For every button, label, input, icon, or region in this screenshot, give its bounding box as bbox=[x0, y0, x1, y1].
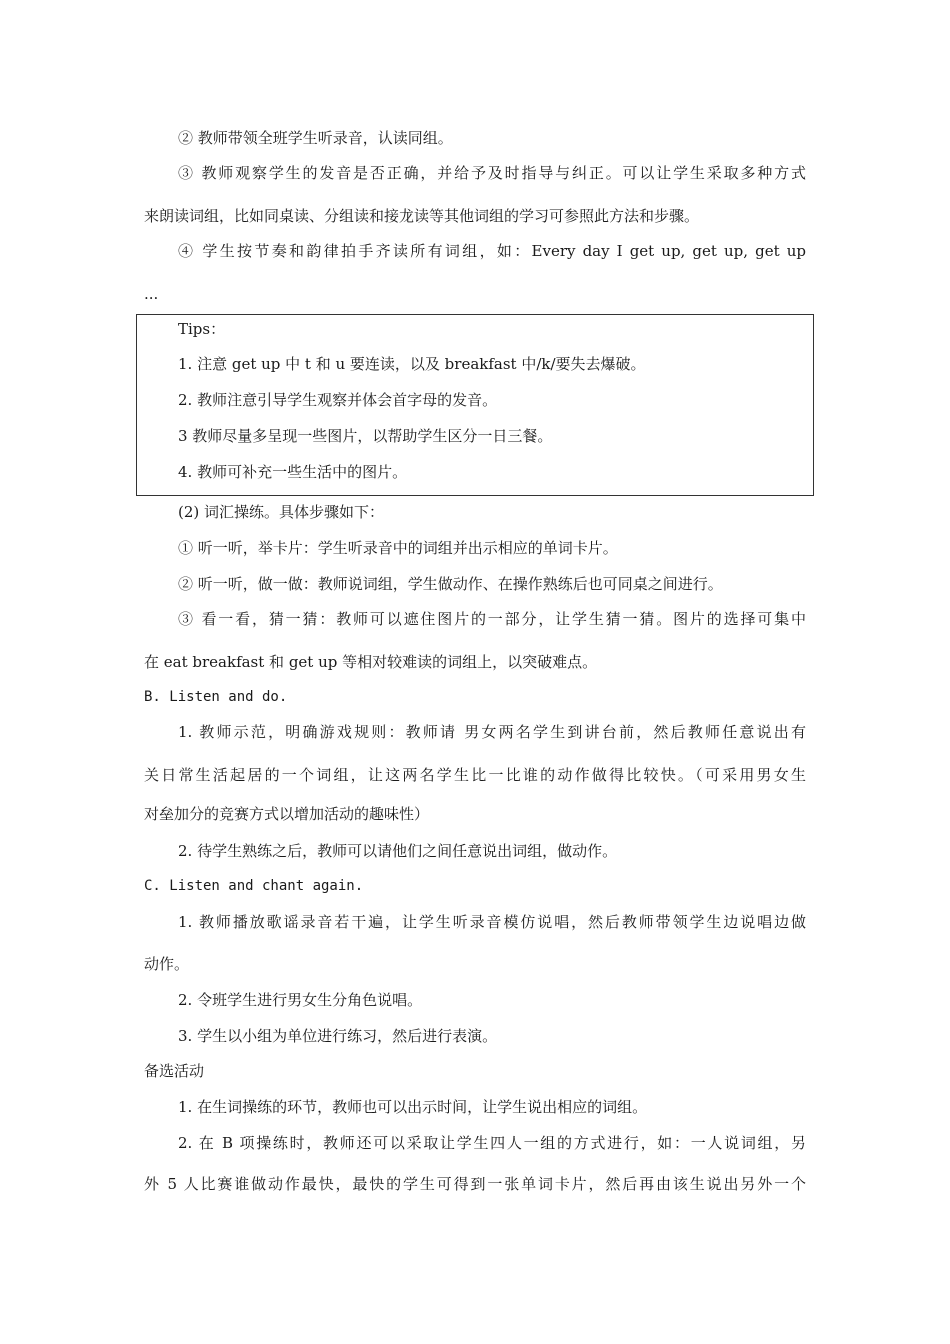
vocab-step-3-line2: 在 eat breakfast 和 get up 等相对较难读的词组上，以突破难点。 bbox=[144, 653, 598, 671]
section-b-heading: B. Listen and do. bbox=[144, 689, 288, 705]
tips-item: 3 教师尽量多呈现一些图片，以帮助学生区分一日三餐。 bbox=[178, 427, 553, 445]
section-b-step-1-line1: 1. 教师示范，明确游戏规则：教师请 男女两名学生到讲台前，然后教师任意说出有 bbox=[178, 723, 806, 741]
tips-item: 2. 教师注意引导学生观察并体会首字母的发音。 bbox=[178, 391, 498, 409]
step-3-text-line2: 来朗读词组，比如同桌读、分组读和接龙读等其他词组的学习可参照此方法和步骤。 bbox=[144, 207, 700, 225]
tips-title: Tips： bbox=[178, 320, 226, 338]
step-3-text-line1: ③ 教师观察学生的发音是否正确，并给予及时指导与纠正。可以让学生采取多种方式 bbox=[178, 164, 806, 182]
vocab-step-3-line1: ③ 看一看，猜一猜：教师可以遮住图片的一部分，让学生猜一猜。图片的选择可集中 bbox=[178, 610, 806, 628]
step-4-text-line1: ④ 学生按节奏和韵律拍手齐读所有词组，如：Every day I get up, get up, get up bbox=[178, 242, 806, 260]
tips-item: 4. 教师可补充一些生活中的图片。 bbox=[178, 463, 408, 481]
step-4-text-line2: ... bbox=[144, 285, 159, 303]
section-c-heading: C. Listen and chant again. bbox=[144, 878, 364, 894]
section-b-step-2: 2. 待学生熟练之后，教师可以请他们之间任意说出词组，做动作。 bbox=[178, 842, 618, 860]
tips-item: 1. 注意 get up 中 t 和 u 要连读，以及 breakfast 中/k/要失去爆破。 bbox=[178, 355, 646, 373]
step-2-text: ② 教师带领全班学生听录音，认读同组。 bbox=[178, 129, 453, 147]
section-b-step-1-line3: 对垒加分的竞赛方式以增加活动的趣味性） bbox=[144, 805, 430, 823]
section-c-step-2: 2. 令班学生进行男女生分角色说唱。 bbox=[178, 991, 423, 1009]
section-c-step-1-line2: 动作。 bbox=[144, 955, 190, 973]
vocab-practice-heading: (2) 词汇操练。具体步骤如下： bbox=[178, 503, 385, 521]
alternative-step-2-line1: 2. 在 B 项操练时，教师还可以采取让学生四人一组的方式进行，如：一人说词组，另 bbox=[178, 1134, 806, 1152]
vocab-step-2: ② 听一听，做一做：教师说词组，学生做动作、在操作熟练后也可同桌之间进行。 bbox=[178, 575, 723, 593]
vocab-step-1: ① 听一听，举卡片：学生听录音中的词组并出示相应的单词卡片。 bbox=[178, 539, 618, 557]
alternative-step-1: 1. 在生词操练的环节，教师也可以出示时间，让学生说出相应的词组。 bbox=[178, 1098, 648, 1116]
alternative-step-2-line2: 外 5 人比赛谁做动作最快，最快的学生可得到一张单词卡片，然后再由该生说出另外一个 bbox=[144, 1175, 806, 1193]
section-c-step-3: 3. 学生以小组为单位进行练习，然后进行表演。 bbox=[178, 1027, 498, 1045]
section-c-step-1-line1: 1. 教师播放歌谣录音若干遍，让学生听录音模仿说唱，然后教师带领学生边说唱边做 bbox=[178, 913, 806, 931]
section-b-step-1-line2: 关日常生活起居的一个词组，让这两名学生比一比谁的动作做得比较快。（可采用男女生 bbox=[144, 766, 806, 784]
alternative-activities-heading: 备选活动 bbox=[144, 1062, 205, 1080]
